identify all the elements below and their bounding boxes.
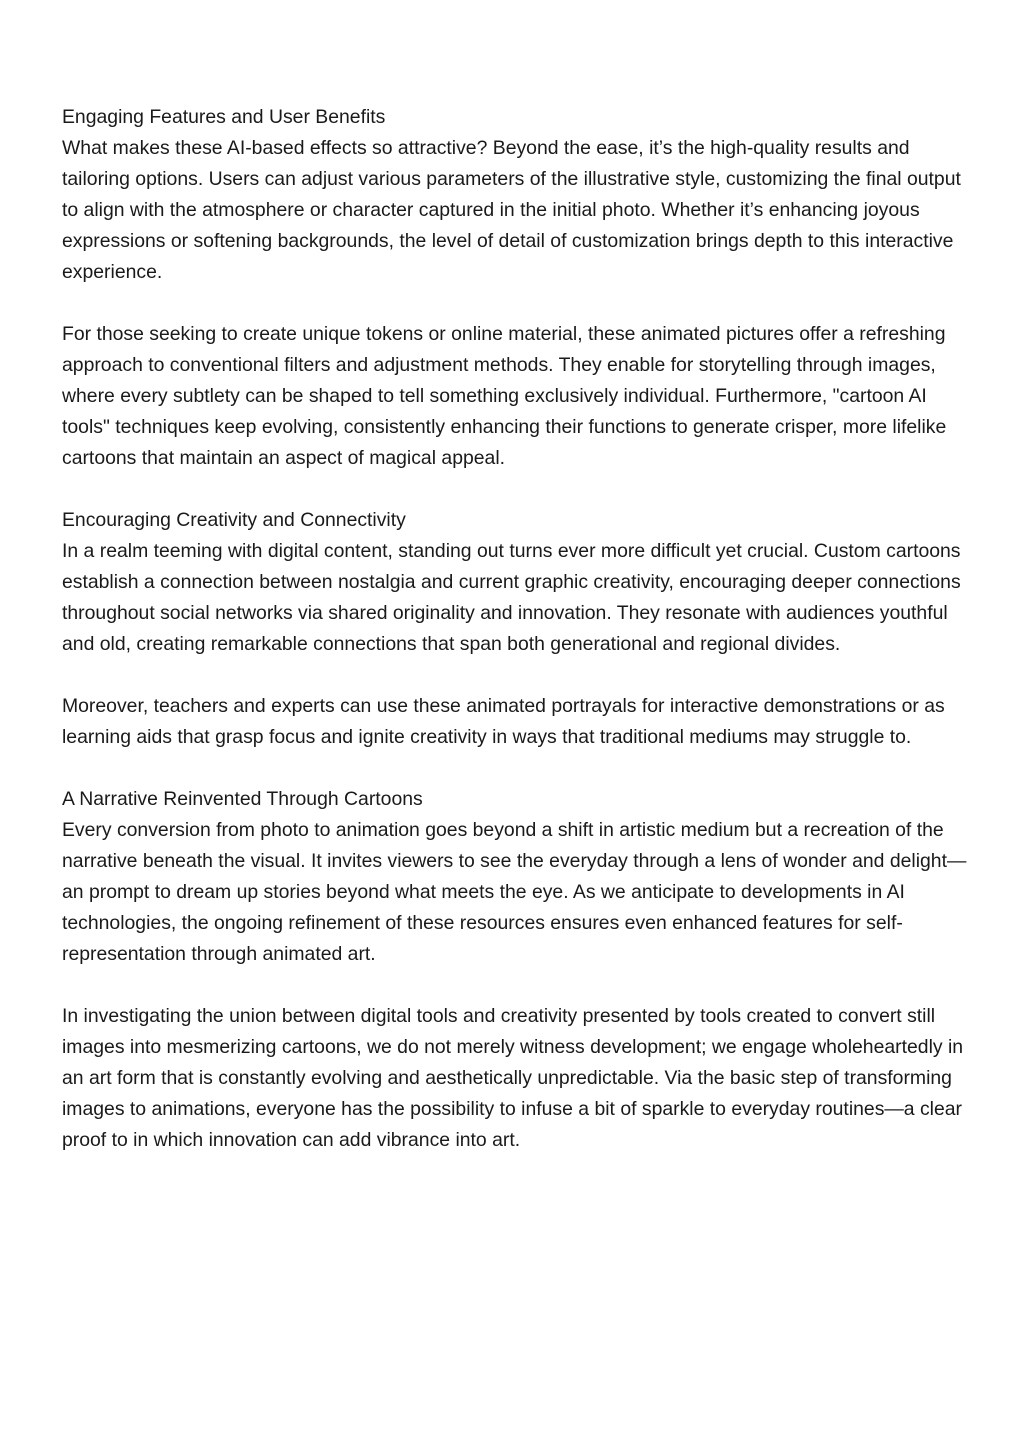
section-spacer — [62, 753, 972, 784]
paragraph: In investigating the union between digital tools and creativity presented by tools created to convert still images into mesmerizing cartoons, we do not merely witness development; we engage wholeheartedly in an art form that is constantly evolving and aesthetically unpredictable. Via the basic step of transforming images to animations, everyone has the possibility to infuse a bit of sparkle to everyday routines—a clear proof to in which innovation can add vibrance into art. — [62, 1005, 964, 1151]
paragraph-spacer — [62, 970, 972, 1001]
paragraph: What makes these AI-based effects so attractive? Beyond the ease, it’s the high-quality results and tailoring options. Users can adjust various parameters of the illustrative style, customizing the final output to align with the atmosphere or character captured in the initial photo. Whether it’s enhancing joyous expressions or softening backgrounds, the level of detail of customization brings depth to this interactive experience. — [62, 137, 961, 283]
section-spacer — [62, 474, 972, 505]
paragraph: For those seeking to create unique tokens or online material, these animated pictures offer a refreshing approach to conventional filters and adjustment methods. They enable for storytelling through images, where every subtlety can be shaped to tell something exclusively individual. Furthermore, "cartoon AI tools" techniques keep evolving, consistently enhancing their functions to generate crisper, more lifelike cartoons that maintain an aspect of magical appeal. — [62, 323, 947, 469]
paragraph: Moreover, teachers and experts can use these animated portrayals for interactive demonstrations or as learning aids that grasp focus and ignite creativity in ways that traditional mediums may struggle to. — [62, 695, 945, 748]
section-encouraging-creativity — [62, 505, 972, 753]
paragraph: In a realm teeming with digital content, standing out turns ever more difficult yet crucial. Custom cartoons establish a connection between nostalgia and current graphic creativity, encouraging deeper connections throughout social networks via shared originality and innovation. They resonate with audiences youthful and old, creating remarkable connections that span both generational and regional divides. — [62, 540, 961, 655]
section-engaging-features — [62, 102, 972, 474]
section-heading: A Narrative Reinvented Through Cartoons — [62, 788, 423, 810]
section-narrative-reinvented — [62, 784, 972, 1156]
document-page — [62, 102, 972, 1156]
section-heading: Encouraging Creativity and Connectivity — [62, 509, 406, 531]
paragraph: Every conversion from photo to animation goes beyond a shift in artistic medium but a recreation of the narrative beneath the visual. It invites viewers to see the everyday through a lens of wonder and delight—an prompt to dream up stories beyond what meets the eye. As we anticipate to developments in AI technologies, the ongoing refinement of these resources ensures even enhanced features for self-representation through animated art. — [62, 819, 967, 965]
section-heading: Engaging Features and User Benefits — [62, 106, 386, 128]
paragraph-spacer — [62, 660, 972, 691]
paragraph-spacer — [62, 288, 972, 319]
